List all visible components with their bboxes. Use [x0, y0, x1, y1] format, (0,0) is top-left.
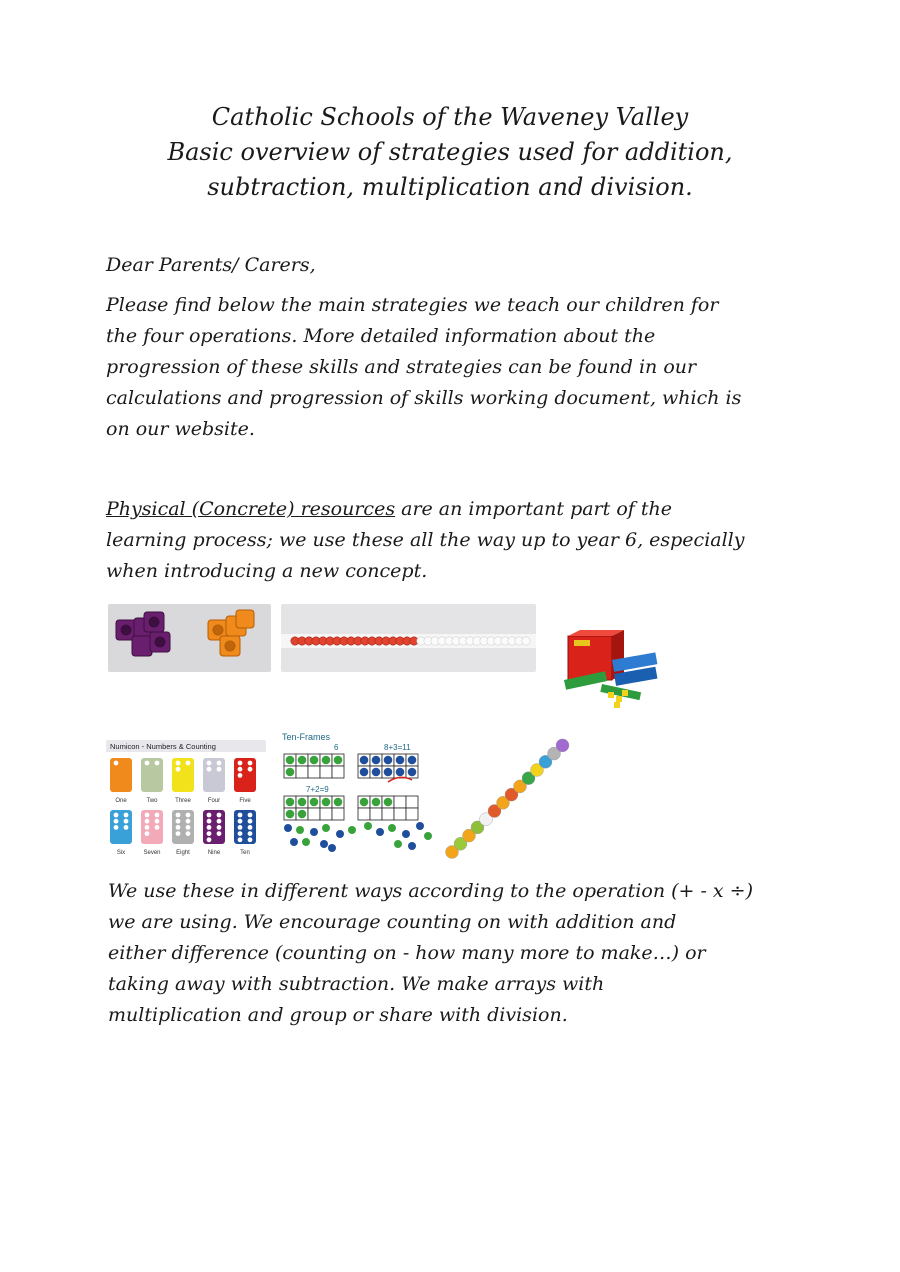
intro-line-4: calculations and progression of skills working document, which is	[106, 387, 742, 409]
title-line-1: Catholic Schools of the Waveney Valley	[211, 103, 689, 131]
usage-line-3: either difference (counting on - how many more to make…) or	[108, 942, 706, 964]
numicon-label: One	[115, 798, 127, 804]
ten-frames-title: Ten-Frames	[282, 732, 331, 742]
counter	[372, 768, 381, 777]
numicon-piece	[172, 810, 194, 844]
numicon-label: Three	[175, 798, 191, 804]
numicon-piece	[141, 810, 163, 844]
counter	[360, 756, 369, 765]
counter	[296, 826, 304, 834]
counter	[384, 768, 393, 777]
ten-frames-chart	[280, 730, 440, 856]
bead	[522, 637, 530, 645]
counter	[348, 826, 356, 834]
counter	[408, 756, 417, 765]
ten-frame	[284, 796, 344, 820]
intro-line-5: on our website.	[106, 418, 255, 440]
counter	[394, 840, 402, 848]
counter	[388, 824, 396, 832]
counter	[322, 824, 330, 832]
numicon-label: Two	[146, 798, 158, 804]
counter	[310, 798, 319, 807]
counter	[286, 768, 295, 777]
ten-frame	[284, 754, 344, 778]
resources-heading: Physical (Concrete) resources	[106, 498, 396, 520]
counter	[402, 830, 410, 838]
counter	[334, 798, 343, 807]
counter	[384, 798, 393, 807]
base-ten-blocks-photo	[562, 630, 666, 712]
usage-line-1: We use these in different ways according to the operation (+ - x ÷)	[108, 880, 754, 902]
numicon-title: Numicon - Numbers & Counting	[110, 742, 216, 751]
resources-line-3: when introducing a new concept.	[106, 560, 428, 582]
resources-line-2: learning process; we use these all the way up to year 6, especially	[106, 529, 745, 551]
counter	[310, 828, 318, 836]
usage-line-5: multiplication and group or share with division.	[108, 1004, 568, 1026]
counter	[320, 840, 328, 848]
counter	[310, 756, 319, 765]
usage-line-2: we are using. We encourage counting on with addition and	[108, 911, 677, 933]
counter	[408, 842, 416, 850]
numicon-label: Eight	[176, 850, 190, 856]
counter	[302, 838, 310, 846]
usage-line-4: taking away with subtraction. We make arrays with	[108, 973, 605, 995]
numicon-piece	[234, 810, 256, 844]
counter	[334, 756, 343, 765]
multilink-cubes-photo	[108, 604, 271, 672]
counter	[290, 838, 298, 846]
numicon-label: Four	[207, 798, 221, 804]
title-line-3: subtraction, multiplication and division.	[207, 173, 693, 201]
bead-string-photo	[281, 604, 536, 672]
counter	[372, 756, 381, 765]
numicon-piece	[172, 758, 194, 792]
counter	[298, 810, 307, 819]
numicon-label: Nine	[207, 850, 221, 856]
counter	[322, 756, 331, 765]
ten-frame-label-sum1: 8+3=11	[384, 743, 411, 752]
counter	[298, 798, 307, 807]
title-line-2: Basic overview of strategies used for addition,	[167, 138, 733, 166]
usage-paragraph	[108, 876, 798, 1031]
numicon-label: Five	[239, 798, 251, 804]
counter	[336, 830, 344, 838]
counter	[384, 756, 393, 765]
salutation	[106, 250, 796, 281]
counter	[396, 768, 405, 777]
numicon-piece	[141, 758, 163, 792]
ten-frame	[358, 754, 418, 778]
counter	[376, 828, 384, 836]
counter	[286, 810, 295, 819]
numicon-chart	[106, 740, 266, 860]
counter	[372, 798, 381, 807]
intro-paragraph	[106, 290, 796, 445]
ten-frame-label-sum2: 7+2=9	[306, 785, 329, 794]
counter	[298, 756, 307, 765]
document-title	[0, 100, 900, 205]
numicon-label: Ten	[240, 850, 250, 856]
counter	[408, 768, 417, 777]
counter	[396, 756, 405, 765]
number-discs-line	[440, 734, 574, 860]
numicon-piece	[234, 758, 256, 792]
numicon-piece	[110, 810, 132, 844]
numicon-label: Six	[116, 850, 126, 856]
counter	[328, 844, 336, 852]
resources-line-1	[106, 494, 796, 525]
numicon-label: Seven	[143, 850, 161, 856]
counter	[286, 798, 295, 807]
number-discs	[446, 739, 570, 859]
numicon-piece	[203, 758, 225, 792]
counter	[286, 756, 295, 765]
counter	[364, 822, 372, 830]
intro-line-2: the four operations. More detailed information about the	[106, 325, 656, 347]
resources-line-1-rest: are an important part of the	[395, 498, 672, 520]
ten-frame-label-six: 6	[334, 743, 339, 752]
number-disc	[556, 739, 569, 752]
counter	[360, 798, 369, 807]
numicon-piece	[110, 758, 132, 792]
counter	[284, 824, 292, 832]
counter	[416, 822, 424, 830]
resources-paragraph	[106, 494, 796, 587]
numicon-piece	[203, 810, 225, 844]
ten-frame	[358, 796, 418, 820]
counter	[360, 768, 369, 777]
salutation-text: Dear Parents/ Carers,	[106, 254, 316, 276]
counter	[424, 832, 432, 840]
intro-line-3: progression of these skills and strategies can be found in our	[106, 356, 697, 378]
counter	[322, 798, 331, 807]
intro-line-1: Please find below the main strategies we teach our children for	[106, 294, 719, 316]
